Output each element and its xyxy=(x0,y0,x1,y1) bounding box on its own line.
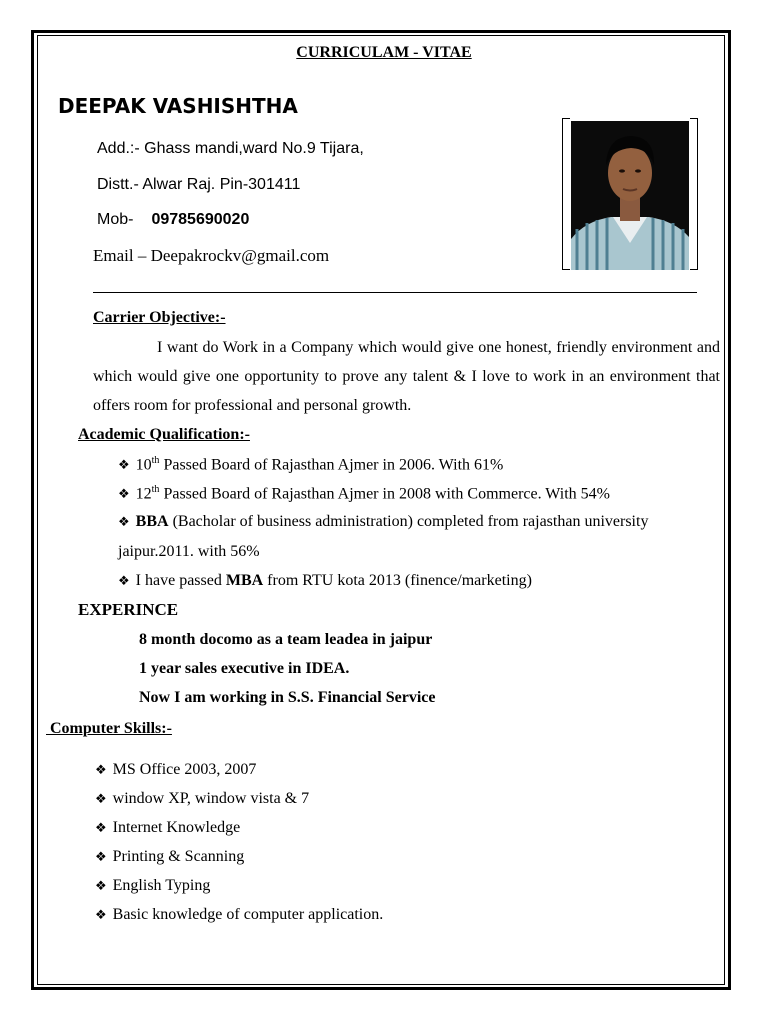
mobile-number: 09785690020 xyxy=(151,211,250,228)
diamond-bullet-icon: ❖ xyxy=(95,908,107,923)
academic-item xyxy=(118,455,503,474)
profile-photo-frame xyxy=(562,118,698,272)
skill-item xyxy=(95,848,244,866)
item-text: from RTU kota 2013 (finence/marketing) xyxy=(263,572,532,589)
academic-item-continuation: jaipur.2011. with 56% xyxy=(118,543,260,560)
skill-item xyxy=(95,906,383,924)
skill-text: MS Office 2003, 2007 xyxy=(112,761,257,778)
profile-photo xyxy=(571,121,689,270)
skill-item xyxy=(95,877,210,895)
skill-item xyxy=(95,819,240,837)
skill-text: Basic knowledge of computer application. xyxy=(112,906,384,923)
mobile-label: Mob- xyxy=(97,211,134,228)
email-line: Email – Deepakrockv@gmail.com xyxy=(93,246,330,265)
experience-item: Now I am working in S.S. Financial Service xyxy=(139,689,436,706)
diamond-bullet-icon: ❖ xyxy=(95,879,107,894)
diamond-bullet-icon: ❖ xyxy=(95,792,107,807)
item-superscript: th xyxy=(151,455,160,466)
skill-text: Printing & Scanning xyxy=(112,848,245,865)
item-prefix: 10 xyxy=(135,456,152,474)
candidate-name: DEEPAK VASHISHTHA xyxy=(58,94,298,118)
computer-skills-heading-text: Computer Skills:- xyxy=(50,720,172,737)
academic-item xyxy=(118,572,532,590)
address-line: Add.:- Ghass mandi,ward No.9 Tijara, xyxy=(97,140,364,157)
skill-item xyxy=(95,790,309,808)
photo-bracket-left xyxy=(562,118,570,270)
objective-text: I want do Work in a Company which would give one honest, friendly environment and which would give one opportunity to prove any talent & I love to work in an environment that offers room for professional and personal growth. xyxy=(93,339,720,414)
skill-text: Internet Knowledge xyxy=(112,819,241,836)
item-prefix: 12 xyxy=(135,485,152,503)
photo-bracket-right xyxy=(690,118,698,270)
computer-skills-heading xyxy=(46,720,172,738)
diamond-bullet-icon: ❖ xyxy=(95,821,107,836)
diamond-bullet-icon: ❖ xyxy=(118,487,130,503)
diamond-bullet-icon: ❖ xyxy=(95,850,107,865)
item-prefix: I have passed xyxy=(135,572,226,589)
objective-paragraph xyxy=(93,333,720,420)
item-bold: MBA xyxy=(225,572,264,589)
document-title: CURRICULAM - VITAE xyxy=(296,44,472,61)
diamond-bullet-icon: ❖ xyxy=(118,515,130,530)
item-bold: BBA xyxy=(135,513,169,530)
header-separator xyxy=(93,292,697,293)
diamond-bullet-icon: ❖ xyxy=(95,763,107,778)
item-text: (Bacholar of business administration) completed from rajasthan university xyxy=(168,513,649,530)
academic-item xyxy=(118,484,610,503)
item-text: Passed Board of Rajasthan Ajmer in 2006. With 61% xyxy=(159,456,504,474)
objective-heading: Carrier Objective:- xyxy=(93,309,226,326)
diamond-bullet-icon: ❖ xyxy=(118,574,130,589)
experience-item: 8 month docomo as a team leadea in jaipur xyxy=(139,631,433,648)
academic-heading: Academic Qualification:- xyxy=(78,426,250,443)
district-line: Distt.- Alwar Raj. Pin-301411 xyxy=(97,176,301,193)
portrait-illustration xyxy=(571,121,689,270)
academic-item xyxy=(118,513,648,531)
experience-heading: EXPERINCE xyxy=(78,600,179,619)
skill-text: English Typing xyxy=(112,877,211,894)
mobile-line xyxy=(97,211,249,229)
diamond-bullet-icon: ❖ xyxy=(118,458,130,474)
item-text: Passed Board of Rajasthan Ajmer in 2008 with Commerce. With 54% xyxy=(159,485,610,503)
skill-text: window XP, window vista & 7 xyxy=(112,790,310,807)
skill-item xyxy=(95,761,256,779)
experience-item: 1 year sales executive in IDEA. xyxy=(139,660,350,677)
item-superscript: th xyxy=(151,484,160,495)
